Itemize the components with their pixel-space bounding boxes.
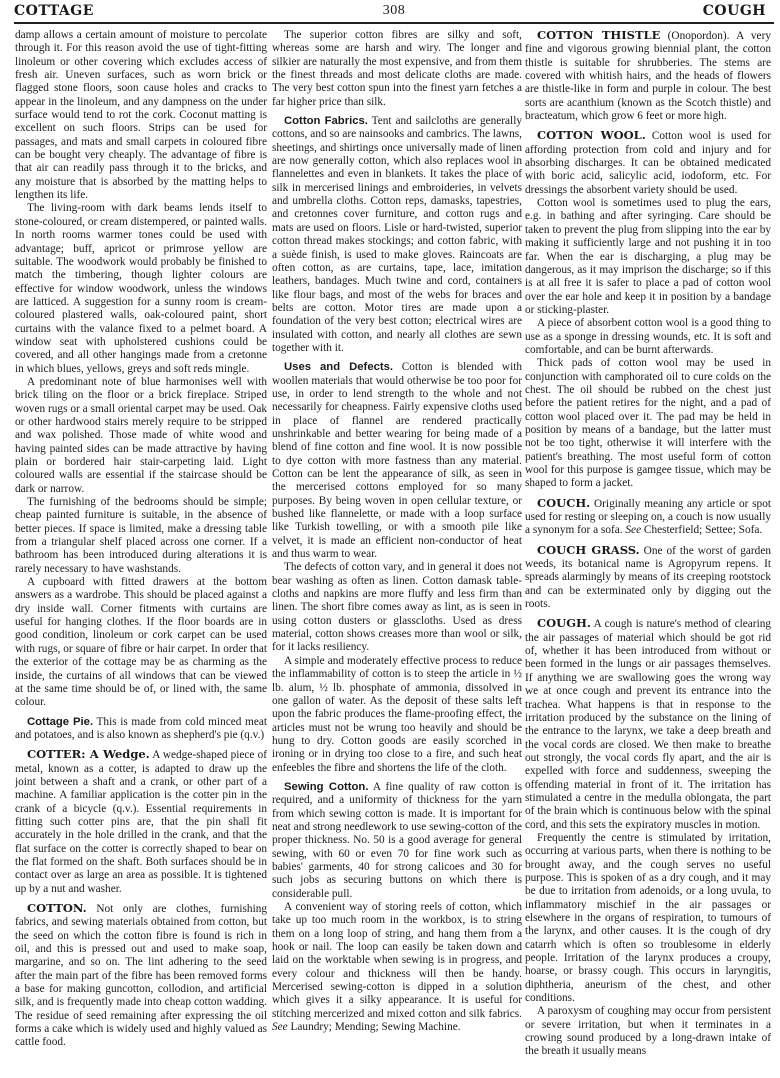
- column-1: [15, 29, 267, 1078]
- body-text: Frequently the centre is stimulated by irritation, occurring at various parts, when there is nothing to be brought away, and the cough serves no useful purpose. This is spoken of as a dry cough, and it may be due to irritation from adenoids, or a long uvula, to inflammatory mischief in the air passages or elsewhere in the organs of respiration, to tumours of the larynx, and other causes. It is the cough of dry catarrh which is often so troublesome in elderly people. Irritation of the larynx produces a croupy, hoarse, or brassy cough. This occurs in laryngitis, diphtheria, aneurism of the chest, and other conditions.: [525, 831, 771, 1005]
- body-text: The defects of cotton vary, and in general it does not bear washing as often as linen. Cotton damask table-cloths and napkins are more fluffy and less firm than linen. The short fibre comes away as lint, as is seen in using cotton dusters or glasscloths. Used as dress material, cotton shows creases more than wool or silk, for it lacks resiliency.: [272, 561, 522, 654]
- body-text: The furnishing of the bedrooms should be simple; cheap painted furniture is suitable, in the absence of better pieces. If space is limited, make a dressing table from a triangular shelf placed across one corner. If a bathroom has been introduced during alterations it is rarely necessary to have washstands.: [15, 496, 267, 575]
- body-text: A cupboard with fitted drawers at the bottom answers as a wardrobe. This should be placed against a dry inside wall. Corner fitments with curtains are useful for hanging clothes. If the floor boards are in good condition, linoleum or cork carpet can be used with rugs, or square of fibre or hair carpet. In order that the exterior of the cottage may be as charming as the inside, the curtains of all windows that can be viewed at the same time should be of, or lined with, the same colour.: [15, 576, 267, 709]
- paragraph: [525, 197, 771, 317]
- body-text: This is made from cold minced meat and potatoes, and is also known as shepherd's pie (q.v.): [15, 715, 267, 741]
- column-2: [272, 29, 522, 1078]
- see-reference-label: See: [625, 524, 642, 537]
- paragraph: [15, 576, 267, 709]
- entry-heading: COTTON THISTLE: [537, 29, 661, 42]
- entry-heading: COUCH GRASS.: [537, 542, 640, 557]
- entry-heading: COUCH.: [537, 495, 591, 510]
- paragraph: [525, 1005, 771, 1058]
- header-left-guideword: COTTAGE: [14, 3, 94, 19]
- body-text: Cotton is blended with woollen materials that would otherwise be too poor for use, in order to lend strength to the whole and not necessarily for cheapness. Fairly expensive cloths used in place of flannel are rendered practically unshrinkable and better wearing for being made of a blend of fine cotton and fine wool. It is now possible to dye cotton with more fastness than any material. Cotton can be lent the appearance of silk, as seen in the mercerised cottons employed for so many purposes. By being woven in open cellular texture, or bushed like flannelette, or made with a loop surface like Turkish towelling, or with a smooth pile like velvet, it is made an efficient non-conductor of heat and thus warm to wear.: [272, 361, 522, 561]
- body-text: damp allows a certain amount of moisture to percolate through it. For this reason avoid the use of tight-fitting linoleum or other covering which excludes access of fresh air. Uneven surfaces, such as worn brick or flagged stone floors, soon cause holes and cracks to appear in the linoleum, and any dampness on the under surface would tend to rot the cork. Coconut matting is excellent on such floors. Strips can be used for passages, and mats and small carpets in coloured fibre can be bought very cheaply. The advantage of fibre is that air can readily pass through it to the bricks, and any moisture that is absorbed by the matting helps to lengthen its life.: [15, 29, 267, 202]
- body-text: Cotton wool is sometimes used to plug the ears, e.g. in bathing and after syringing. Care should be taken to prevent the plug from slipping into the ear by making it sufficiently large and not pushing it in too far. When the ear is discharging, a plug may be dangerous, as it may imprison the discharge; so if this is at all free it is safer to place a pad of cotton wool over the ear hole and keep it in position by a bandage or sticking-plaster.: [525, 197, 771, 316]
- paragraph: [15, 496, 267, 576]
- entry-heading: COTTER: A Wedge.: [27, 747, 150, 762]
- paragraph: [15, 202, 267, 375]
- body-text: A paroxysm of coughing may occur from persistent or severe irritation, but when it terminates in a crowing sound produced by a long-drawn intake of the breath it usually means: [525, 1005, 771, 1058]
- body-text: Cotton wool is used for affording protection from cold and injury and for absorbing discharges. It can be obtained medicated with boric acid, salicylic acid, iodoform, etc. For dressings the absorbent variety should be used.: [525, 130, 771, 196]
- paragraph: [15, 376, 267, 496]
- entry-heading: Uses and Defects.: [284, 361, 394, 374]
- body-text: A convenient way of storing reels of cotton, which take up too much room in the workbox, is to string them on a long loop of string, and hang them from a hook or nail. The loop can easily be taken down and laid on the worktable when sewing is in progress, and every colour and thickness will then be handy. Mercerised sewing-cotton is dipped in a solution which gives it a silky appearance. It is useful for stitching mercerized and mixed cotton and silk fabrics.: [272, 901, 522, 1020]
- entry-paragraph: [272, 781, 522, 901]
- paragraph: [272, 561, 522, 654]
- cross-reference-text: Chesterfield; Settee; Sofa.: [641, 524, 763, 537]
- body-text: Thick pads of cotton wool may be used in conjunction with camphorated oil to cure colds on the chest. The oil should be rubbed on the chest just before the patient retires for the night, and a pad of cotton wool placed over it. The pad may be held in position by means of a bandage, but the latter must not be too tight, otherwise it will interfere with the patient's breathing. The most useful form of cotton wool for this purpose is gamgee tissue, which may be shaped to form a jacket.: [525, 357, 771, 490]
- entry-paragraph: [525, 544, 771, 612]
- paragraph: [272, 29, 522, 109]
- paragraph: [525, 832, 771, 1005]
- column-3: [525, 29, 771, 1078]
- entry-paragraph: [525, 29, 771, 123]
- body-text: One of the worst of garden weeds, its botanical name is Agropyrum repens. It spreads alarmingly by means of its creeping rootstock and can be exterminated only by digging out the roots.: [525, 544, 771, 611]
- paragraph: [15, 29, 267, 202]
- entry-heading: Cotton Fabrics.: [284, 115, 368, 128]
- entry-paragraph: [272, 115, 522, 355]
- paragraph: [525, 357, 771, 490]
- paragraph: [525, 317, 771, 357]
- entry-paragraph: [15, 748, 267, 896]
- body-text: (Onopordon). A very fine and vigorous growing biennial plant, the cotton thistle is suitable for shrubberies. The stems are covered with whitish hairs, and the heads of flowers are thistle-like in form and purple in colour. The best sorts are acanthium (known as the Scotch thistle) and bracteatum, which grow 6 feet or more high.: [525, 30, 771, 123]
- entry-paragraph: [525, 617, 771, 832]
- entry-heading: COTTON WOOL.: [537, 128, 646, 143]
- body-text: Tent and sailcloths are generally cottons, and so are nainsooks and cambrics. The lawns, sheetings, and shirtings once universally made of linen are now generally cotton, which also replaces wool in flannelettes and even in blankets. It takes the place of silk in mercerised linings and embroideries, in velvets and umbrella cloths. Cotton reps, damasks, tapestries, and cretonnes cover furniture, and cotton rugs and mats are used on floors. Lisle or hard-twisted, superior cotton thread makes stockings; and cotton fabric, with a suède finish, is used to make gloves. Raincoats are often cotton, as are curtains, tape, lace, imitation leathers, bandages. Much twine and cord, containers like flour bags, and most of the webs for braces and belts are cotton. Motor tires are made upon a foundation of the very best cotton; electrical wires are insulated with cotton, and nearly all clothes are sewn together with it.: [272, 115, 522, 354]
- entry-paragraph: [15, 902, 267, 1050]
- body-text: A wedge-shaped piece of metal, known as a cotter, is adapted to draw up the joint between a shaft and a crank, or other part of a machine. A familiar application is the cotter pin in the crank of a bicycle (q.v.). Essential requirements in fitting such cotter pins are, that the pin shall fit accurately in the hole drilled in the crank, and that the flat surface on the cotter is correctly shaped to bear on the flat formed on the shaft. Both surfaces should be in contact over as large an area as possible. It is tightened up by a nut and washer.: [15, 749, 267, 895]
- entry-heading: Sewing Cotton.: [284, 780, 369, 793]
- running-header: [14, 2, 774, 24]
- body-text: The superior cotton fibres are silky and soft, whereas some are harsh and wiry. The longer and silkier are naturally the most expensive, and from them the finest threads and most delicate cloths are made. The very best cotton spun into the finest yarn fetches a far higher price than silk.: [272, 29, 522, 108]
- cross-reference-text: Laundry; Mending; Sewing Machine.: [287, 1021, 461, 1034]
- header-right-guideword: COUGH: [702, 3, 766, 19]
- body-text: A cough is nature's method of clearing the air passages of material which should be got rid of, whether it has been introduced from without or been formed in the lungs or air passages themselves. If anything we are swallowing goes the wrong way we at once cough and prevent its entrance into the trachea. What happens is that in response to the irritation produced by the substance on the lining of the entrance to the larynx, we take a deep breath and the vocal cords are closed. We then make to breathe out strongly, the vocal cords fly apart, and the air is expelled with force and suddenness, sweeping the offending material in front of it. The irritation has stimulated a centre in the medulla oblongata, the part of the brain which is continuous below with the spinal cord, and this sets the expiratory muscles in motion.: [525, 618, 771, 831]
- entry-heading: COUGH.: [537, 616, 591, 631]
- entry-paragraph: [15, 716, 267, 743]
- paragraph: [272, 655, 522, 775]
- body-text: Not only are clothes, furnishing fabrics, and sewing materials obtained from cotton, but the seed on which the cotton fibre is found is rich in oil, and this is pressed out and used to make soap, margarine, and so on. The lint adhering to the seed after the main part of the fibre has been removed forms a base for making guncotton, collodion, and artificial silk, and is frequently made into cheap cotton wadding. The residue of seed remaining after expressing the oil forms a cake which is widely used and highly valued as cattle food.: [15, 903, 267, 1049]
- see-reference-label: See: [272, 1021, 288, 1034]
- body-text: Originally meaning any article or spot used for resting or sleeping on, a couch is now usually a synonym for a sofa.: [525, 497, 771, 537]
- body-text: The living-room with dark beams lends itself to stone-coloured, or cream distempered, or painted walls. In north rooms warmer tones could be used with advantage; buff, apricot or primrose yellow are suitable. The woodwork would probably be finished to match the timbering, though lighter colours are effective for window woodwork, unless the windows are latticed. A suggestion for a sunny room is cream-coloured plastered walls, oak-coloured paint, short curtains with the valance fixed to a pelmet board. A window seat with upholstered cushions could be covered, and all other hangings made from a cretonne in which blues, yellows, greys and soft reds mingle.: [15, 202, 267, 375]
- body-text: A fine quality of raw cotton is required, and a uniformity of thickness for the yarn from which sewing cotton is made. It is important for neat and strong needlework to use sewing-cotton of the proper thickness. No. 50 is a good average for general sewing, with 60 or even 70 for fine work such as babies' garments, 40 for strong calicoes and 30 for such jobs as securing buttons on which there is considerable pull.: [272, 780, 522, 900]
- entry-heading: COTTON.: [27, 901, 87, 915]
- body-text: A simple and moderately effective process to reduce the inflammability of cotton is to steep the article in ½ lb. alum, ½ lb. phosphate of ammonia, dissolved in one gallon of water. As the deposit of these salts left upon the fabric produces the flame-proofing effect, the articles must not be wrung too heavily and should be hung to dry. Cotton goods are easily scorched in ironing or in drying too close to a fire, and such heat enfeebles the fibre and shortens the life of the cloth.: [272, 654, 522, 774]
- entry-heading: Cottage Pie.: [27, 715, 94, 728]
- entry-paragraph: [272, 361, 522, 561]
- page-number: 308: [382, 3, 406, 18]
- paragraph: [272, 901, 522, 1034]
- entry-paragraph: [525, 129, 771, 197]
- body-text: A piece of absorbent cotton wool is a good thing to use as a sponge in dressing wounds, etc. It is soft and comfortable, and can be burnt afterwards.: [525, 317, 771, 356]
- body-text: A predominant note of blue harmonises well with brick tiling on the floor or a brick fireplace. Striped woven rugs or a small oriental carpet may be used. Oak or other hardwood stairs merely require to be stripped and wax polished. Those made of white wood and having painted sides can be made attractive by having plain or bordered hair stair-carpeting laid. Light coloured walls are essential if the staircase should be dark or narrow.: [15, 375, 267, 495]
- entry-paragraph: [525, 497, 771, 538]
